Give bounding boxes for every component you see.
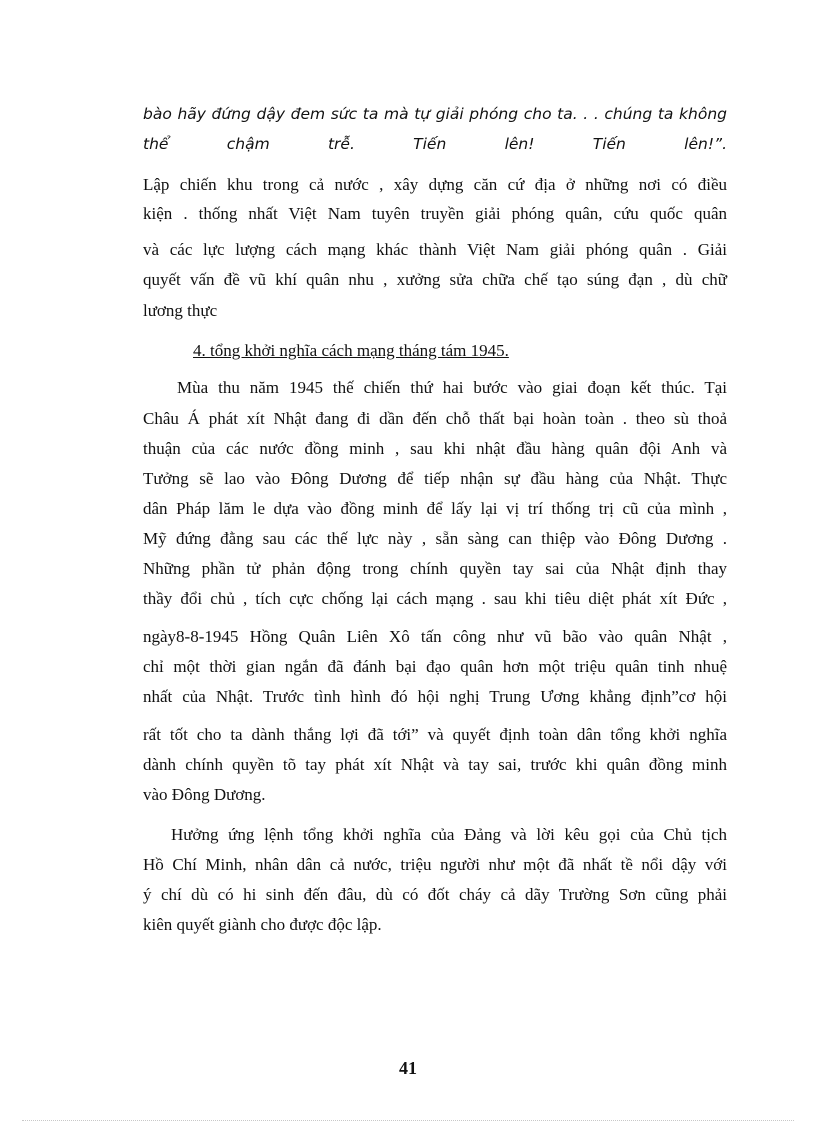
paragraph2-line-4: Tưởng sẽ lao vào Đông Dương để tiếp nhận sự đầu hàng của Nhật. Thực xyxy=(143,469,727,488)
paragraph2-line-3: thuận của các nước đồng minh , sau khi nhật đầu hàng quân đội Anh và xyxy=(143,439,727,458)
paragraph1-line-4: quyết vấn đề vũ khí quân nhu , xưởng sửa chữa chế tạo súng đạn , dù chữ xyxy=(143,270,727,289)
paragraph3-line-4: kiên quyết giành cho được độc lập. xyxy=(143,915,382,934)
paragraph1-line-1: Lập chiến khu trong cả nước , xây dựng căn cứ địa ở những nơi có điều xyxy=(143,175,727,194)
paragraph3-line-1: Hưởng ứng lệnh tổng khởi nghĩa của Đảng và lời kêu gọi của Chủ tịch xyxy=(171,825,727,844)
section-heading: 4. tổng khởi nghĩa cách mạng tháng tám 1945. xyxy=(193,341,509,360)
paragraph1-line-2: kiện . thống nhất Việt Nam tuyên truyền giải phóng quân, cứu quốc quân xyxy=(143,204,727,223)
paragraph3-line-2: Hồ Chí Minh, nhân dân cả nước, triệu người như một đã nhất tề nổi dậy với xyxy=(143,855,727,874)
paragraph3-line-3: ý chí dù có hi sinh đến đâu, dù có đốt cháy cả dãy Trường Sơn cũng phải xyxy=(143,885,727,904)
quote-line-2: thể chậm trễ. Tiến lên! Tiến lên!”. xyxy=(143,135,727,153)
paragraph2-line-11: nhất của Nhật. Trước tình hình đó hội nghị Trung Ương khẳng định”cơ hội xyxy=(143,687,727,706)
paragraph2-line-1: Mùa thu năm 1945 thế chiến thứ hai bước vào giai đoạn kết thúc. Tại xyxy=(177,378,727,397)
paragraph2-line-7: Những phần tử phản động trong chính quyền tay sai của Nhật định thay xyxy=(143,559,727,578)
page-number: 41 xyxy=(399,1058,417,1078)
paragraph2-line-12: rất tốt cho ta dành thắng lợi đã tới” và quyết định toàn dân tổng khởi nghĩa xyxy=(143,725,727,744)
paragraph1-line-5: lương thực xyxy=(143,301,218,320)
paragraph2-line-10: chỉ một thời gian ngắn đã đánh bại đạo quân hơn một triệu quân tinh nhuệ xyxy=(143,657,727,676)
paragraph2-line-13: dành chính quyền tõ tay phát xít Nhật và tay sai, trước khi quân đồng minh xyxy=(143,755,727,774)
paragraph2-line-14: vào Đông Dương. xyxy=(143,785,266,804)
paragraph2-line-2: Châu Á phát xít Nhật đang đi dần đến chỗ thất bại hoàn toàn . theo sù thoả xyxy=(143,409,727,428)
footer-divider xyxy=(22,1120,794,1121)
paragraph2-line-8: thầy đổi chủ , tích cực chống lại cách mạng . sau khi tiêu diệt phát xít Đức , xyxy=(143,589,727,608)
quote-line-1: bào hãy đứng dậy đem sức ta mà tự giải phóng cho ta. . . chúng ta không xyxy=(143,105,727,123)
paragraph1-line-3: và các lực lượng cách mạng khác thành Việt Nam giải phóng quân . Giải xyxy=(143,240,727,259)
paragraph2-line-6: Mỹ đứng đằng sau các thế lực này , sẵn sàng can thiệp vào Đông Dương . xyxy=(143,529,727,548)
paragraph2-line-5: dân Pháp lăm le dựa vào đồng minh để lấy lại vị trí thống trị cũ của mình , xyxy=(143,499,727,518)
paragraph2-line-9: ngày8-8-1945 Hồng Quân Liên Xô tấn công như vũ bão vào quân Nhật , xyxy=(143,627,727,646)
